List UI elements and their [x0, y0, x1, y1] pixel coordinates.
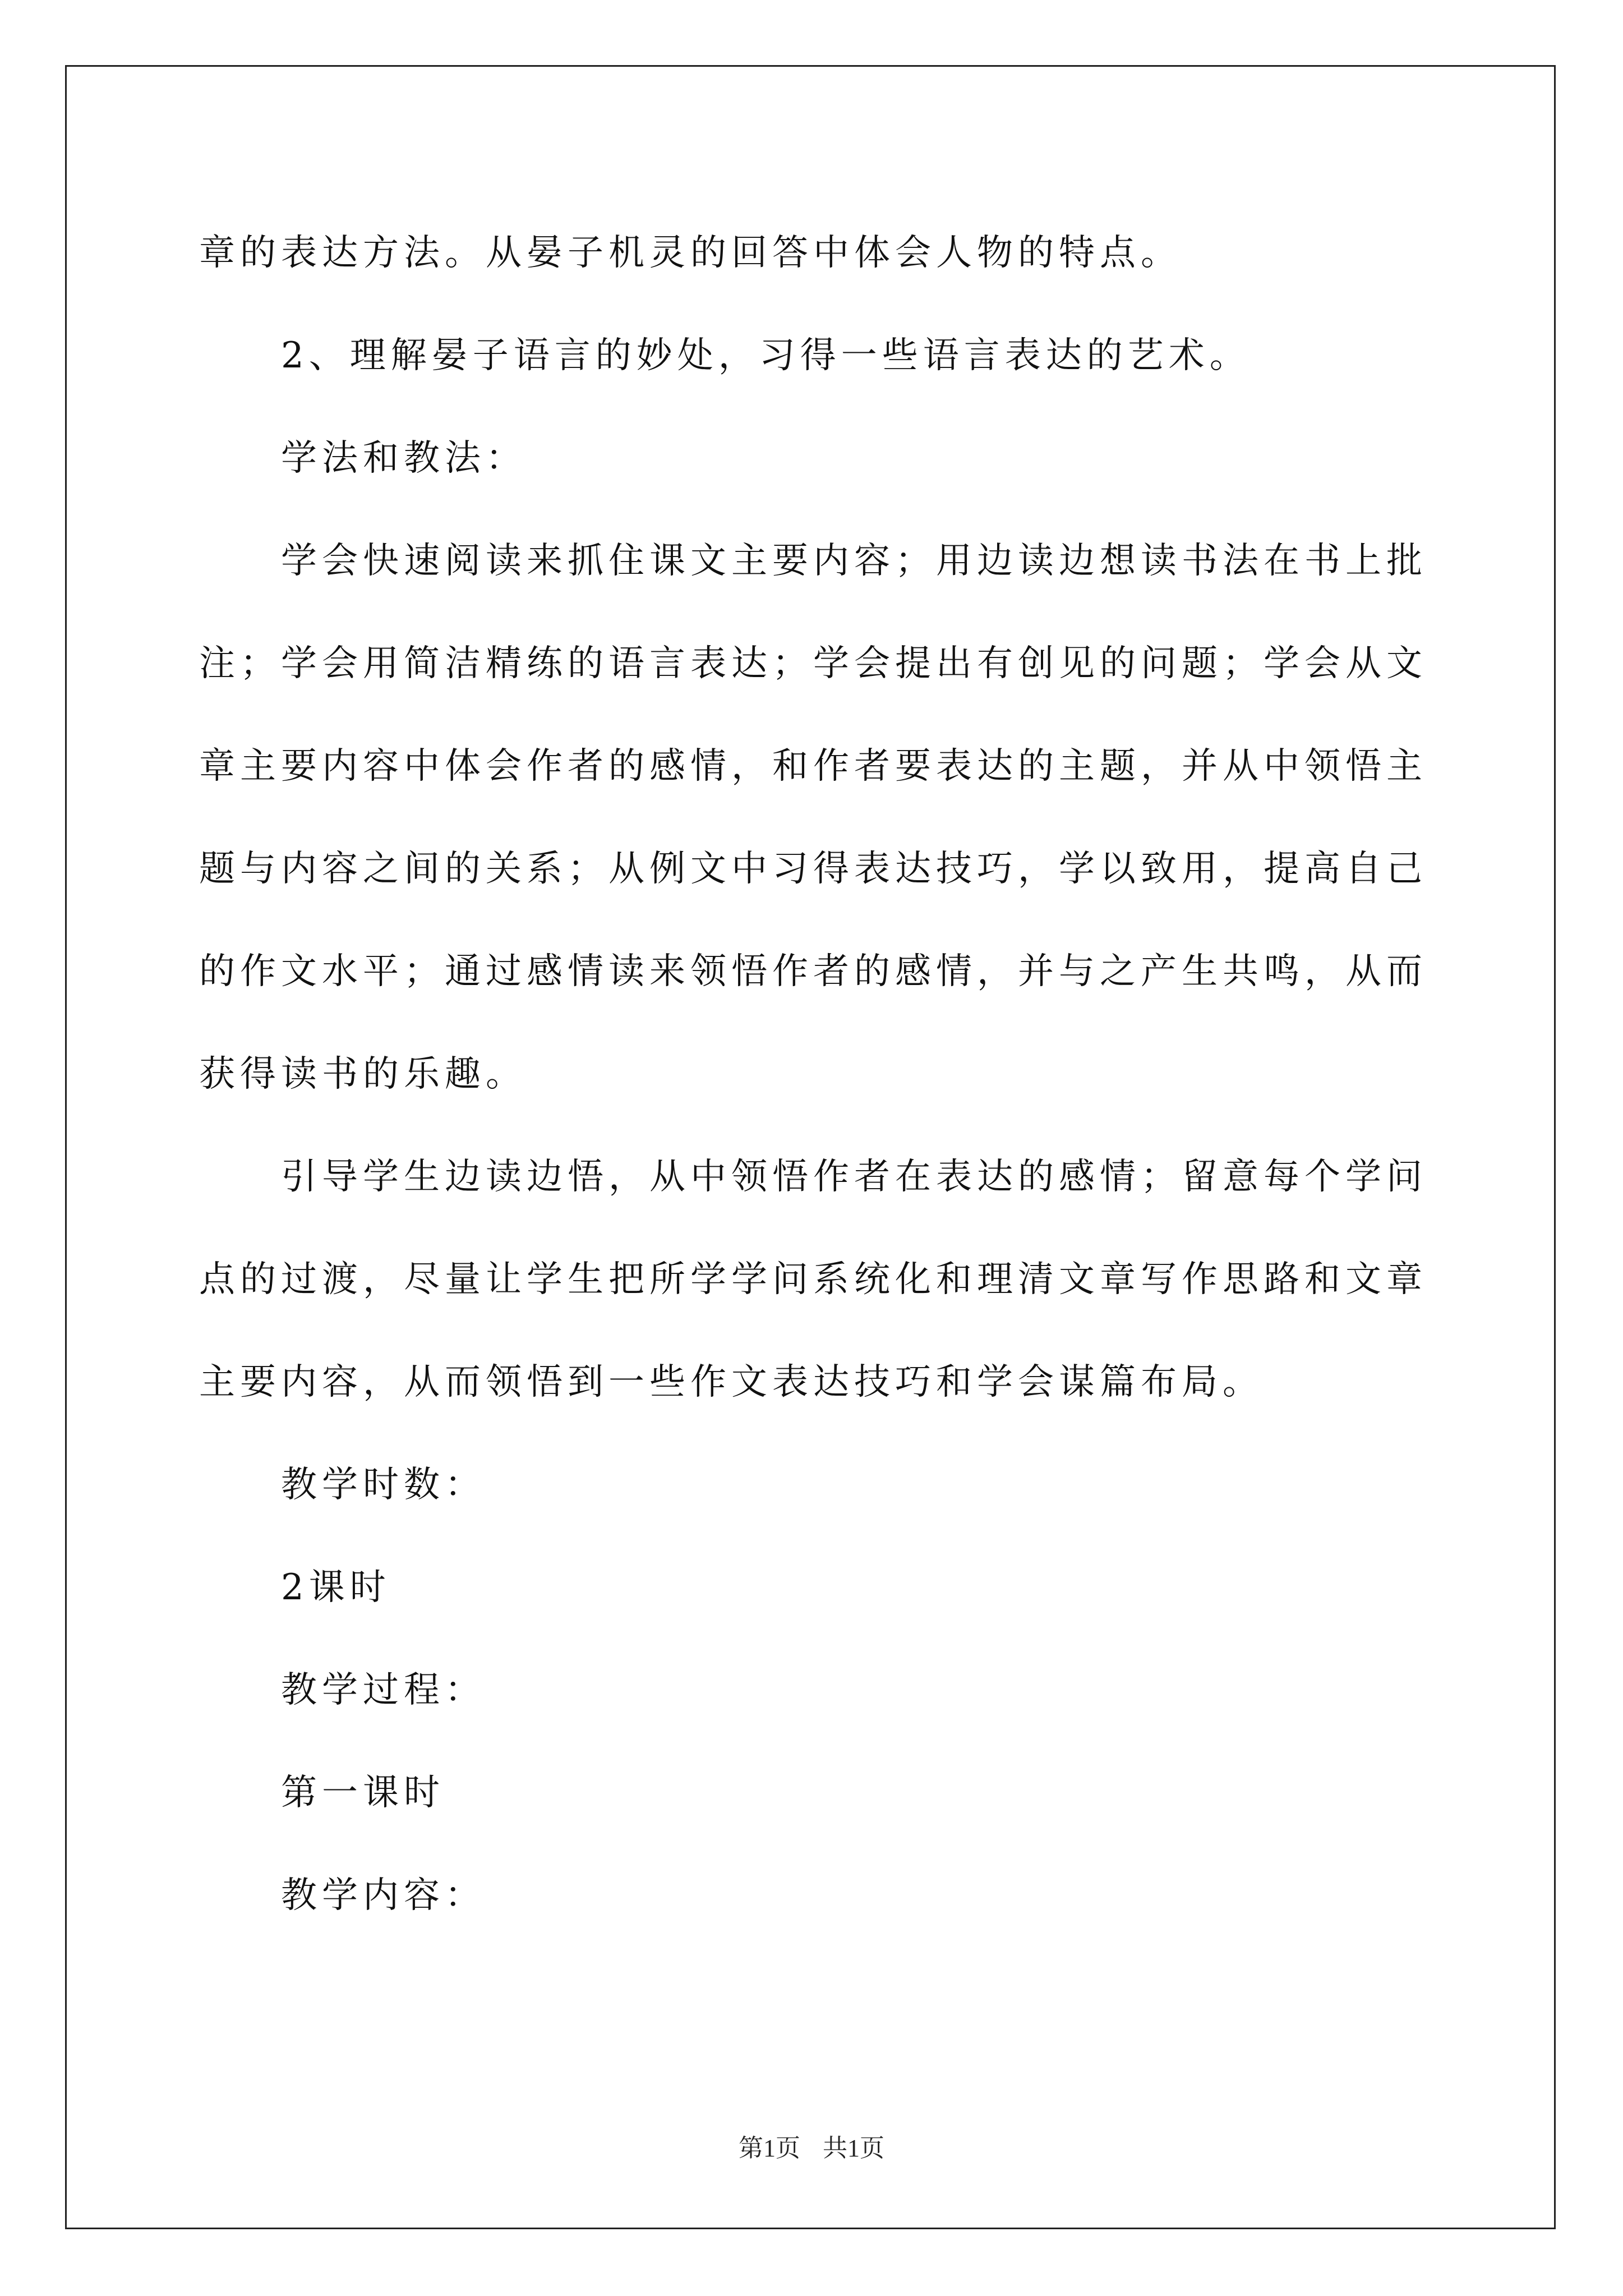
heading-teaching-content: 教学内容： [281, 1875, 486, 1916]
paragraph-hours-value: 2课时 [281, 1567, 391, 1608]
document-body [199, 202, 1427, 1947]
heading-teaching-hours: 教学时数： [281, 1464, 486, 1506]
heading-methods: 学法和教法： [281, 438, 527, 479]
heading-teaching-process: 教学过程： [281, 1669, 486, 1711]
page-number-current: 第1页 [739, 2134, 800, 2162]
paragraph-continuation: 章的表达方法。从晏子机灵的回答中体会人物的特点。 [199, 232, 1182, 274]
paragraph-learning-methods: 学会快速阅读来抓住课文主要内容；用边读边想读书法在书上批注；学会用简洁精练的语言表达；学会提出有创见的问题；学会从文章主要内容中体会作者的感情，和作者要表达的主题，并从中领悟主题与内容之间的关系；从例文中习得表达技巧，学以致用，提高自己的作文水平；通过感情读来领悟作者的感情，并与之产生共鸣，从而获得读书的乐趣。 [199, 540, 1427, 1095]
paragraph-teaching-methods: 引导学生边读边悟，从中领悟作者在表达的感情；留意每个学问点的过渡，尽量让学生把所学学问系统化和理清文章写作思路和文章主要内容，从而领悟到一些作文表达技巧和学会谋篇布局。 [199, 1156, 1427, 1403]
page-footer [0, 2132, 1623, 2165]
page-number-total: 共1页 [823, 2134, 884, 2162]
paragraph-objective-2: 2、理解晏子语言的妙处，习得一些语言表达的艺术。 [281, 335, 1251, 376]
heading-first-lesson: 第一课时 [281, 1772, 445, 1814]
